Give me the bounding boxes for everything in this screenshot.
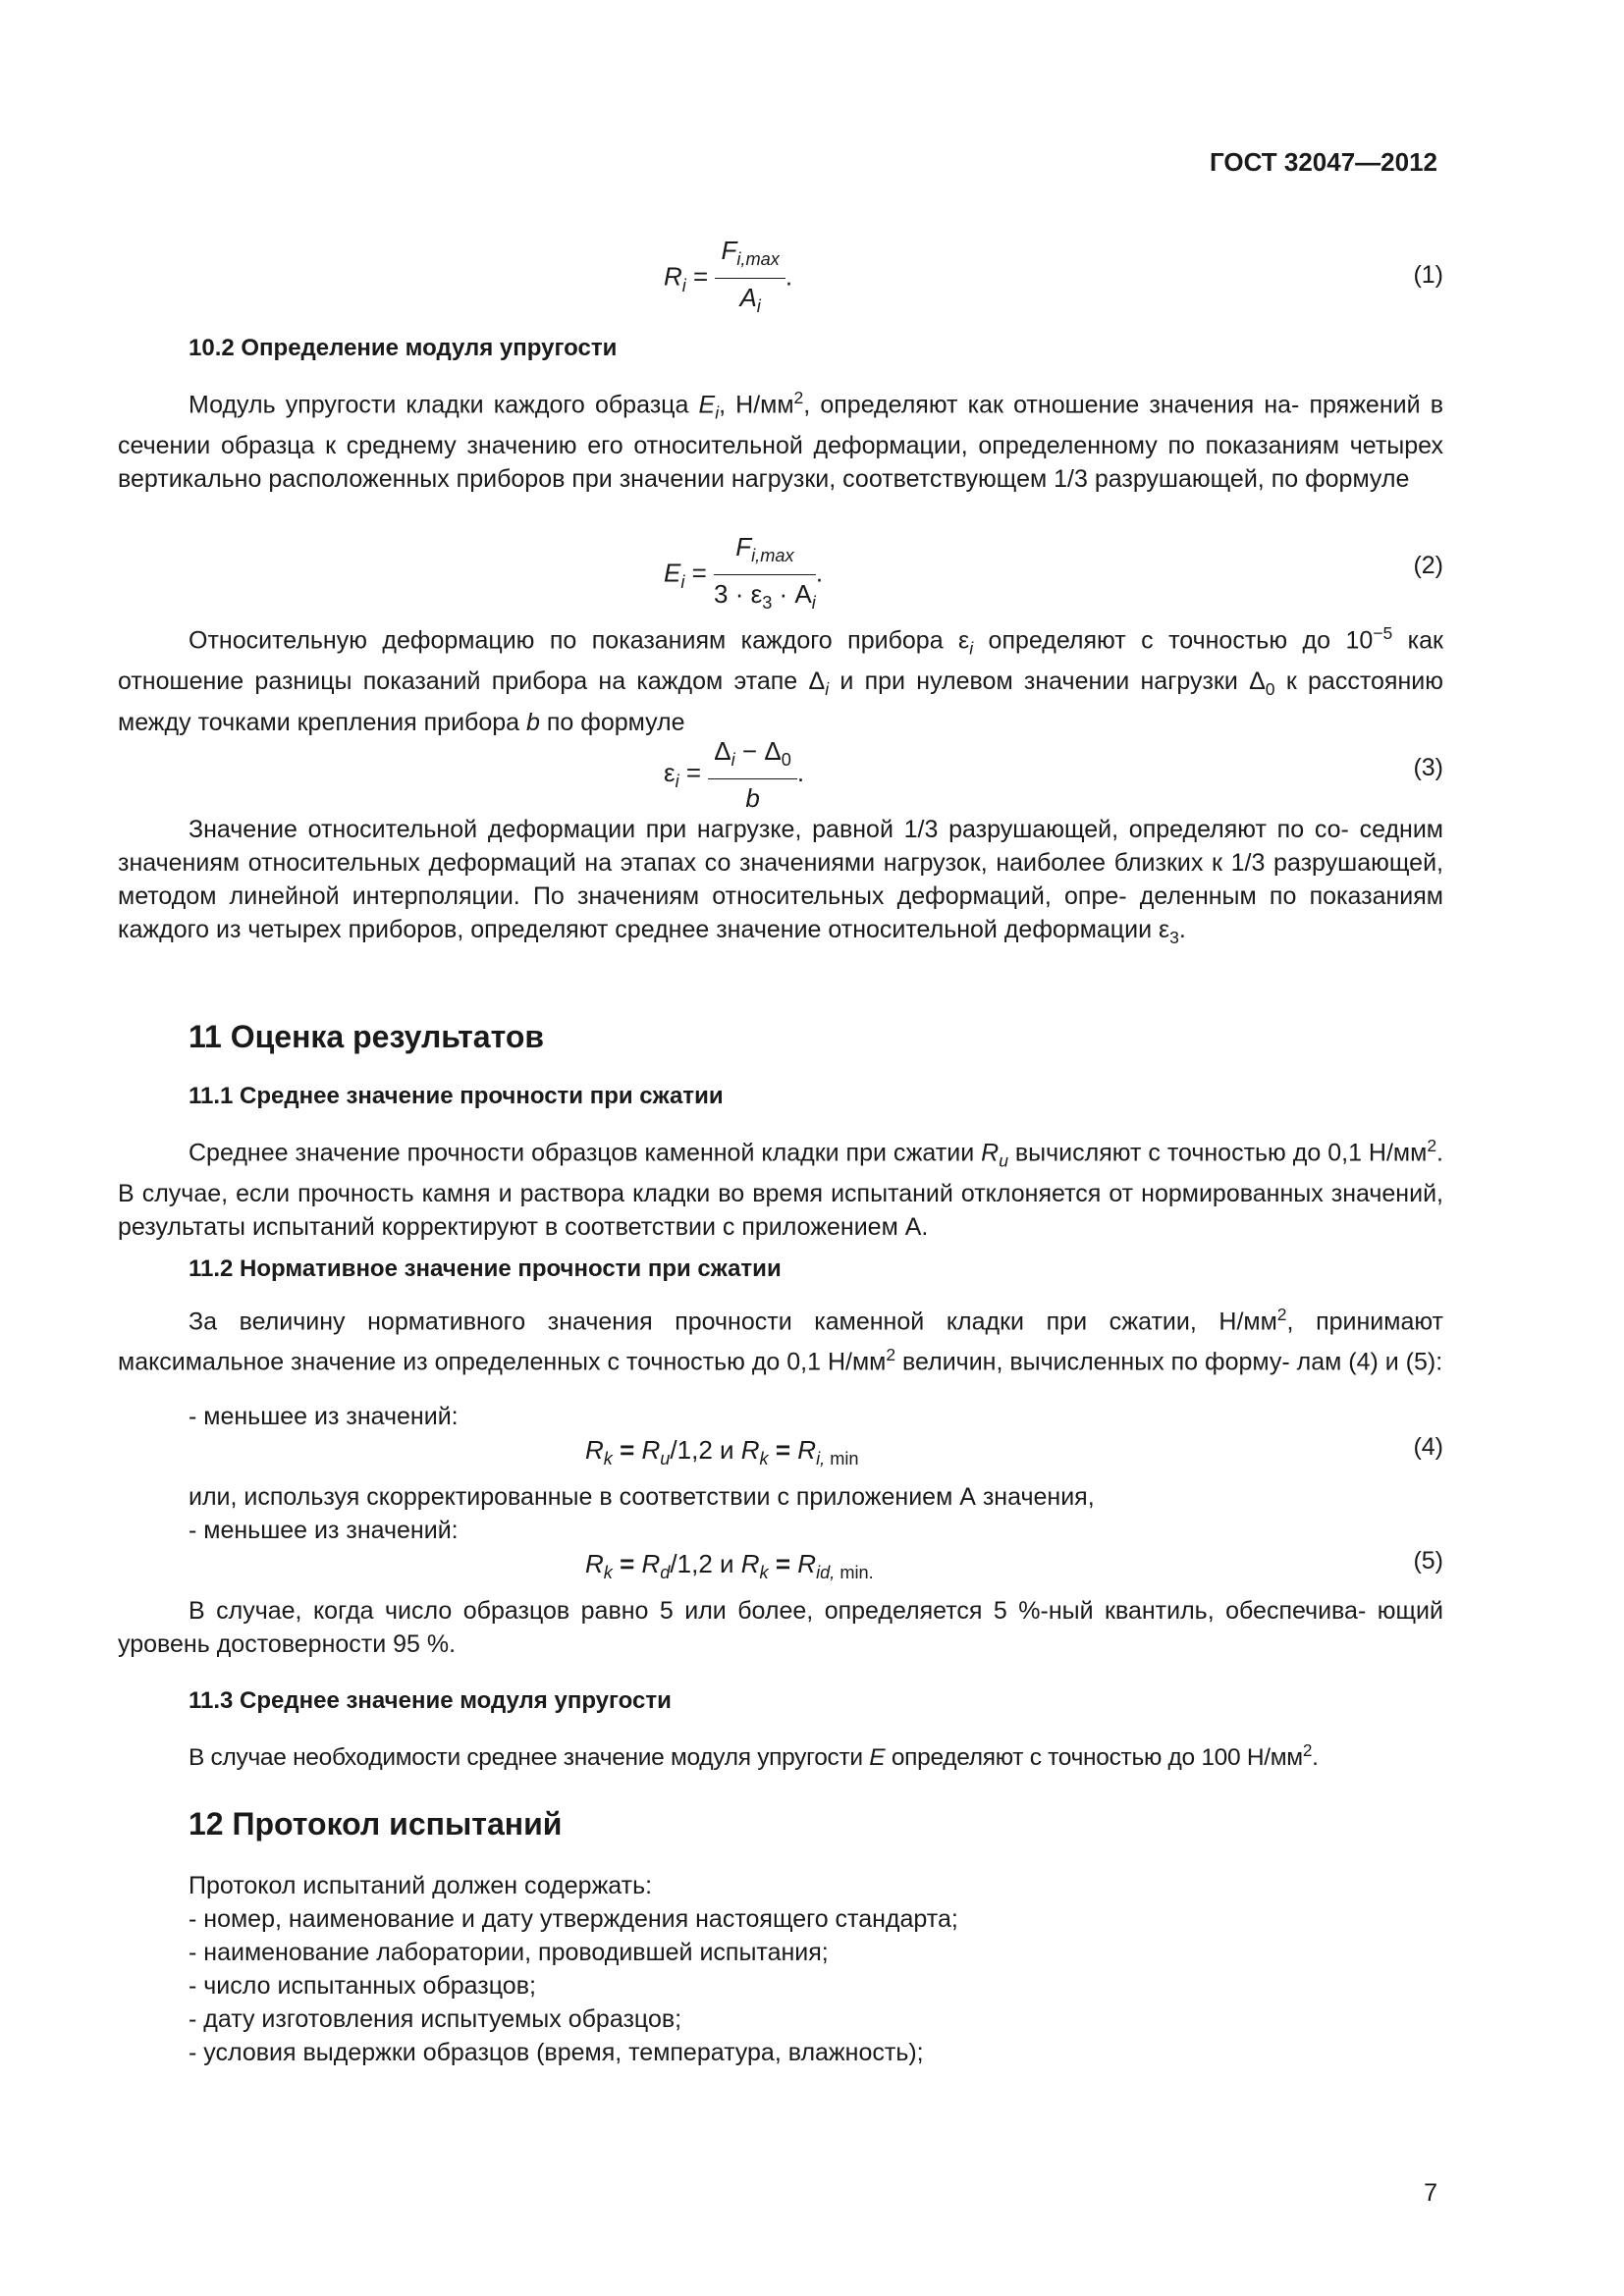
paragraph-mean-strength: Среднее значение прочности образцов каменной кладки при сжатии $R_u$ вычисляют с точностью до 0,1 $Н/мм^2$. В случае, если прочность камня и раствора кладки во время испытаний отклоняется от нормированных значений, результаты испытаний корректируют в соответствии с приложением А. [118,1136,1443,1242]
paragraph-interpolation: Значение относительной деформации при нагрузке, равной 1/3 разрушающей, определяют по со- седним значениям относительных деформаций на этапах со значениями нагрузок, наиболее близких к 1/3 разрушающей, методом линейной интерполяции. По значениям относительных деформаций, опре- деленным по показаниям каждого из четырех приборов, определяют среднее значение относительной деформации $\varepsilon_3$. [118,816,1443,947]
fraction: $\frac{\Delta_i - \Delta_0}{b}$ [708,734,797,815]
paragraph-normative-strength: За величину нормативного значения прочности каменной кладки при сжатии, $Н/мм^2$, принимают максимальное значение из определенных с точностью до 0,1 $Н/мм^2$ величин, вычисленных по форму- лам (4) и (5): [118,1305,1443,1376]
section-11-2-title: 11.2 Нормативное значение прочности при сжатии [189,1255,782,1282]
protocol-intro: Протокол испытаний должен содержать: [189,1872,653,1899]
protocol-item: - номер, наименование и дату утверждения настоящего стандарта; [189,1905,958,1933]
fraction: $\frac{F_{i,max}}{A_i}$ [715,234,785,323]
or-line: или, используя скорректированные в соответствии с приложением А значения, [189,1483,1095,1511]
page-number: 7 [1424,2179,1437,2207]
paragraph-deformation: Относительную деформацию по показаниям каждого прибора $\varepsilon_i$ определяют с точностью до $10^{-5}$ как отношение разницы показаний прибора на каждом этапе $\Delta_i$ и при нулевом значении нагрузки $\Delta_0$ к расстоянию между точками крепления прибора b по формуле [118,623,1443,737]
section-12-title: 12 Протокол испытаний [189,1806,563,1842]
paragraph-modulus: Модуль упругости кладки каждого образца $E_i$, $Н/мм^2$, определяют как отношение значения на- пряжений в сечении образца к среднему значению его относительной деформации, определенному по показаниям четырех вертикально расположенных приборов при значении нагрузки, соответствующем 1/3 разрушающей, по формуле [118,388,1443,494]
protocol-item: - условия выдержки образцов (время, температура, влажность); [189,2039,924,2066]
equation-number-4: (4) [1413,1433,1443,1461]
equation-number-3: (3) [1413,754,1443,781]
formula-1: $R_i$ = $\frac{F_{i,max}}{A_i}$ . [664,234,792,323]
protocol-item: - число испытанных образцов; [189,1972,536,2000]
formula-3: $\varepsilon_i$ = $\frac{\Delta_i - \Delta_0}{b}$ . [664,736,805,814]
protocol-item: - дату изготовления испытуемых образцов; [189,2005,682,2033]
section-11-1-title: 11.1 Среднее значение прочности при сжатии [189,1083,724,1109]
equation-number-1: (1) [1413,261,1443,289]
section-11-3-title: 11.3 Среднее значение модуля упругости [189,1687,672,1714]
lesser-of-values-2: - меньшее из значений: [189,1517,459,1544]
section-11-title: 11 Оценка результатов [189,1019,545,1054]
paragraph-quantile: В случае, когда число образцов равно 5 или более, определяется 5 %-ный квантиль, обеспечива- ющий уровень достоверности 95 %. [118,1597,1443,1658]
equation-number-5: (5) [1413,1547,1443,1575]
lesser-of-values-1: - меньшее из значений: [189,1403,459,1430]
formula-2: $E_i$ = $\frac{F_{i,max}}{3 \cdot \varepsilon_3 \cdot A_i}$ . [664,530,823,619]
equation-number-2: (2) [1413,552,1443,579]
section-10-2-title: 10.2 Определение модуля упругости [189,335,618,361]
paragraph-mean-modulus: В случае необходимости среднее значение модуля упругости E определяют с точностью до 100 $Н/мм^2$. [189,1740,1319,1772]
document-number: ГОСТ 32047—2012 [1210,147,1437,177]
formula-5: $R_k = R_d/1,2$ и $R_k = R_{id, min.}$ [585,1549,874,1583]
fraction: $\frac{F_{i,max}}{3 \cdot \varepsilon_3 \cdot A_i}$ [714,532,816,614]
protocol-item: - наименование лаборатории, проводившей испытания; [189,1939,829,1966]
formula-4: $R_k = R_u/1,2$ и $R_k = R_{i, min}$ [585,1435,859,1469]
